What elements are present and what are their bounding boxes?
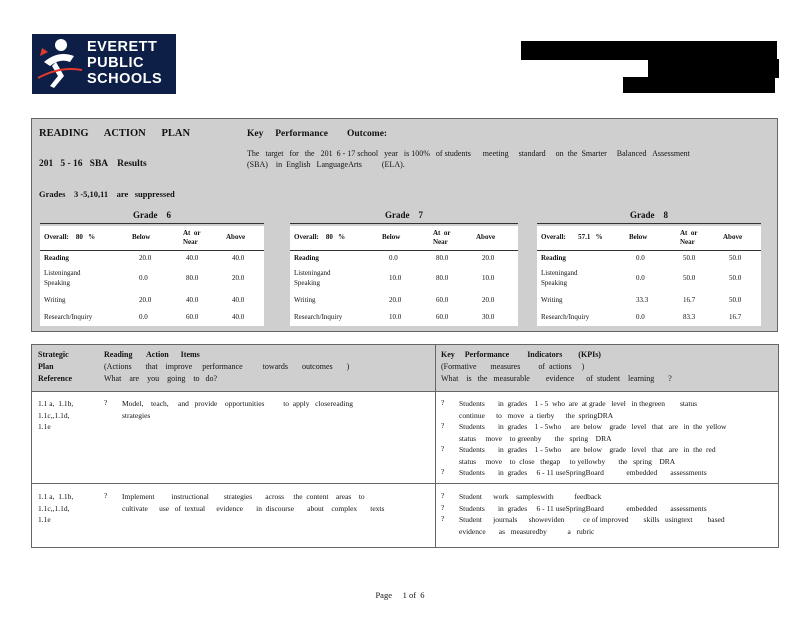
grade-title: Grade 6	[133, 210, 171, 220]
bullet-glyph: ?	[104, 491, 108, 500]
value-above: 40.0	[232, 254, 245, 262]
action-item-text: cultivate use of textual evidence in discourse about complex texts	[122, 503, 385, 513]
bullet-glyph: ?	[441, 398, 445, 407]
action-item-text: Implement instructional strategies across the content areas to	[122, 492, 365, 501]
bullet-glyph: ?	[441, 514, 445, 523]
col-header-below: Below	[629, 233, 648, 241]
kpo-text-line-2: (SBA) in English LanguageArts (ELA).	[247, 160, 405, 169]
value-at-or-near: 80.0	[436, 254, 449, 262]
kpi-text: Student work sampleswith feedback	[459, 492, 602, 501]
plan-reference: 1.1 a, 1.1b,	[38, 399, 74, 408]
value-below: 0.0	[636, 313, 645, 321]
overall-label: Overall: 80 %	[44, 233, 96, 241]
action-item-text: strategies	[122, 410, 151, 420]
page-number: Page 1 of 6	[375, 590, 425, 600]
col2-header-2: (Actions that improve performance towards outcomes )	[104, 362, 350, 371]
value-below: 10.0	[389, 274, 402, 282]
kpi-text: continue to move a tierby the springDRA	[459, 410, 614, 420]
row-label: Listeningand	[541, 269, 578, 277]
value-above: 50.0	[729, 296, 742, 304]
value-below: 10.0	[389, 313, 402, 321]
value-below: 20.0	[139, 296, 152, 304]
row-label-2: Speaking	[541, 279, 568, 287]
overall-label: Overall: 80 %	[294, 233, 346, 241]
row-divider	[32, 483, 778, 484]
value-at-or-near: 80.0	[186, 274, 199, 282]
value-at-or-near: 40.0	[186, 296, 199, 304]
value-above: 50.0	[729, 254, 742, 262]
kpi-text: Students in grades 6 - 11 useSpringBoard embedded assessments	[459, 468, 707, 477]
row-label-2: Speaking	[294, 279, 321, 287]
kpi-text: evidence as measuredby a rubric	[459, 526, 595, 536]
col1-header-2: Plan	[38, 362, 54, 371]
col3-header-2: (Formative measures of actions )	[441, 362, 585, 371]
row-label: Reading	[541, 254, 566, 262]
grade-header-rule	[40, 250, 264, 251]
grade-title: Grade 7	[385, 210, 423, 220]
row-label: Writing	[294, 296, 316, 304]
district-logo	[32, 34, 176, 94]
bullet-glyph: ?	[441, 491, 445, 500]
action-table-header	[32, 345, 778, 392]
value-below: 0.0	[139, 274, 148, 282]
value-at-or-near: 60.0	[186, 313, 199, 321]
value-above: 30.0	[482, 313, 495, 321]
bullet-glyph: ?	[441, 421, 445, 430]
value-above: 20.0	[482, 296, 495, 304]
col-header-near: Near	[680, 238, 695, 246]
redaction-block-2	[648, 59, 779, 78]
redaction-block-3	[623, 77, 775, 93]
value-below: 0.0	[636, 274, 645, 282]
grade-header-rule	[537, 250, 761, 251]
grade-header-rule	[290, 250, 518, 251]
grades-note: Grades 3 -5,10,11 are suppressed	[39, 189, 175, 199]
value-at-or-near: 80.0	[436, 274, 449, 282]
value-above: 16.7	[729, 313, 742, 321]
plan-reference: 1.1c,,1.1d,	[38, 410, 70, 420]
value-above: 20.0	[232, 274, 245, 282]
value-at-or-near: 40.0	[186, 254, 199, 262]
value-at-or-near: 50.0	[683, 274, 696, 282]
sba-heading: 201 5 - 16 SBA Results	[39, 159, 147, 169]
value-above: 20.0	[482, 254, 495, 262]
overall-label: Overall: 57.1 %	[541, 233, 603, 241]
bullet-glyph: ?	[441, 502, 445, 512]
grade-title: Grade 8	[630, 210, 668, 220]
plan-reference: 1.1e	[38, 515, 51, 524]
kpo-text-line-1: The target for the 201 6 - 17 school year is 100% of students meeting standard on the Smarter Balanced Assessment	[247, 149, 690, 158]
col3-header-1: Key Performance Indicators (KPIs)	[441, 350, 601, 359]
value-above: 10.0	[482, 274, 495, 282]
kpi-text: Student journals showeviden ce of improved skills usingtext based	[459, 515, 725, 524]
row-label: Writing	[44, 296, 66, 304]
plan-title: READING ACTION PLAN	[39, 128, 191, 139]
value-below: 0.0	[389, 254, 398, 262]
logo-line-1: EVERETT	[87, 39, 158, 55]
row-label: Writing	[541, 296, 563, 304]
kpi-text: Students in grades 1 - 5who are below grade level that are in the yellow	[459, 422, 727, 431]
row-label: Reading	[44, 254, 69, 262]
value-below: 20.0	[139, 254, 152, 262]
value-below: 0.0	[139, 313, 148, 321]
row-label-2: Speaking	[44, 279, 71, 287]
value-below: 20.0	[389, 296, 402, 304]
value-below: 33.3	[636, 296, 649, 304]
value-above: 40.0	[232, 313, 245, 321]
col-header-at-or: At or	[680, 229, 698, 237]
value-at-or-near: 60.0	[436, 296, 449, 304]
plan-reference: 1.1c,,1.1d,	[38, 503, 70, 513]
col-header-above: Above	[226, 233, 246, 241]
col-header-below: Below	[132, 233, 151, 241]
col1-header-1: Strategic	[38, 350, 69, 359]
value-at-or-near: 16.7	[683, 296, 696, 304]
grade-table-rule	[537, 223, 761, 224]
col-header-near: Near	[433, 238, 448, 246]
kpi-text: Students in grades 1 - 5who are below grade level that are in the red	[459, 445, 716, 454]
column-divider	[435, 345, 436, 547]
kpi-text: Students in grades 6 - 11 useSpringBoard embedded assessments	[459, 503, 707, 513]
plan-reference: 1.1e	[38, 422, 51, 431]
row-label: Listeningand	[294, 269, 331, 277]
col1-header-3: Reference	[38, 374, 73, 383]
col-header-below: Below	[382, 233, 401, 241]
col-header-at-or: At or	[183, 229, 201, 237]
kpi-text: status move to greenby the spring DRA	[459, 433, 612, 443]
col-header-above: Above	[476, 233, 496, 241]
value-at-or-near: 50.0	[683, 254, 696, 262]
action-items-table	[31, 344, 779, 548]
col-header-above: Above	[723, 233, 743, 241]
logo-line-3: SCHOOLS	[87, 71, 163, 87]
value-above: 40.0	[232, 296, 245, 304]
bullet-glyph: ?	[104, 398, 108, 407]
bullet-glyph: ?	[441, 444, 445, 453]
grade-table-rule	[40, 223, 264, 224]
logo-line-2: PUBLIC	[87, 55, 144, 71]
row-label: Reading	[294, 254, 319, 262]
kpo-label: Key Performance Outcome:	[247, 129, 388, 139]
plan-reference: 1.1 a, 1.1b,	[38, 492, 74, 501]
value-below: 0.0	[636, 254, 645, 262]
col2-header-3: What are you going to do?	[104, 374, 218, 383]
value-at-or-near: 60.0	[436, 313, 449, 321]
row-label: Research/Inquiry	[541, 313, 590, 321]
runner-icon	[34, 36, 86, 92]
row-label: Research/Inquiry	[294, 313, 343, 321]
redaction-block-1	[521, 41, 777, 60]
grade-table-rule	[290, 223, 518, 224]
row-label: Listeningand	[44, 269, 81, 277]
col2-header-1: Reading Action Items	[104, 350, 200, 359]
row-label: Research/Inquiry	[44, 313, 93, 321]
kpi-text: status move to close thegap to yellowby the spring DRA	[459, 456, 676, 466]
action-item-text: Model, teach, and provide opportunities to apply closereading	[122, 399, 353, 408]
col-header-near: Near	[183, 238, 198, 246]
col-header-at-or: At or	[433, 229, 451, 237]
bullet-glyph: ?	[441, 467, 445, 476]
value-at-or-near: 83.3	[683, 313, 696, 321]
value-above: 50.0	[729, 274, 742, 282]
col3-header-3: What is the measurable evidence of student learning ?	[441, 374, 672, 383]
kpi-text: Students in grades 1 - 5 who are at grade level in thegreen status	[459, 399, 698, 408]
